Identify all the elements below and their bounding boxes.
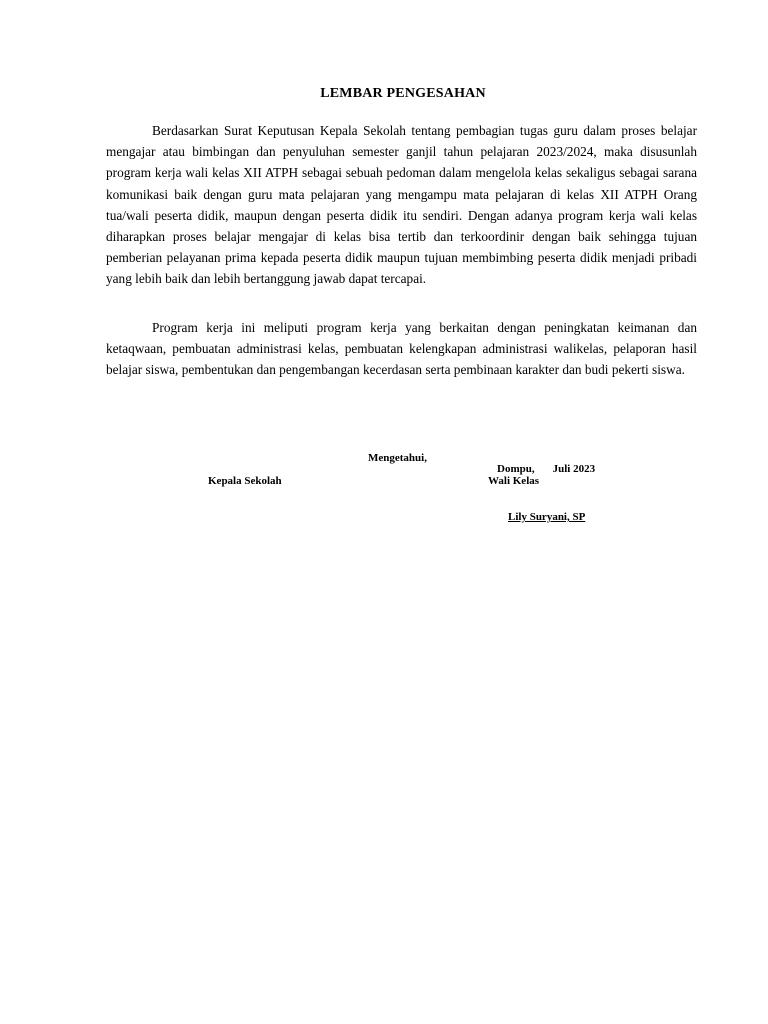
homeroom-teacher-name: Lily Suryani, SP <box>508 511 586 523</box>
acknowledged-label: Mengetahui, <box>368 452 427 464</box>
place-label: Dompu, <box>497 463 535 475</box>
date-label: Juli 2023 <box>552 463 596 475</box>
document-title: LEMBAR PENGESAHAN <box>320 86 486 101</box>
principal-title: Kepala Sekolah <box>208 475 282 487</box>
paragraph-2: Program kerja ini meliputi program kerja yang berkaitan dengan peningkatan keimanan dan ketaqwaan, pembuatan administrasi kelas, pembuatan kelengkapan administrasi walikelas, pelaporan hasil belajar siswa, pembentukan dan pengembangan kecerdasan serta pembinaan karakter dan budi pekerti siswa. <box>106 320 697 378</box>
homeroom-title: Wali Kelas <box>488 475 540 487</box>
paragraph-1: Berdasarkan Surat Keputusan Kepala Sekolah tentang pembagian tugas guru dalam proses belajar mengajar atau bimbingan dan penyuluhan semester ganjil tahun pelajaran 2023/2024, maka disusunlah program kerja wali kelas XII ATPH sebagai sebuah pedoman dalam mengelola kelas sekaligus sebagai sarana komunikasi baik dengan guru mata pelajaran yang mengampu mata pelajaran di kelas XII ATPH Orang tua/wali peserta didik, maupun dengan peserta didik itu sendiri. Dengan adanya program kerja wali kelas diharapkan proses belajar mengajar di kelas bisa tertib dan terkoordinir dengan baik sehingga tujuan pemberian pelayanan prima kepada peserta didik maupun tujuan membimbing peserta didik menjadi pribadi yang lebih baik dan lebih bertanggung jawab dapat tercapai. <box>106 123 697 287</box>
place-date <box>497 463 595 475</box>
